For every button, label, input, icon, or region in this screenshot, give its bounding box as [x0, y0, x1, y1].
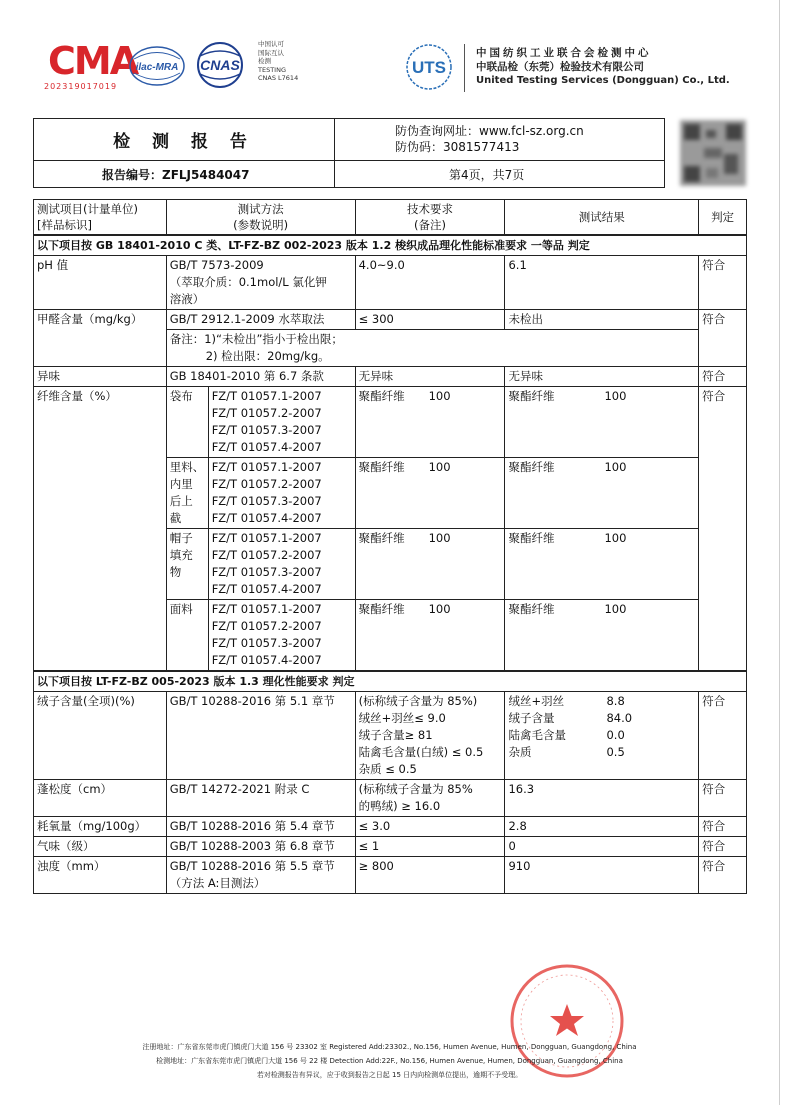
req-fiber: 聚酯纤维	[358, 531, 405, 545]
table-header-row	[34, 200, 747, 236]
req-line: (标称绒子含量为 85%)	[358, 694, 478, 708]
method-line: FZ/T 01057.4-2007	[211, 440, 322, 454]
report-title: 检 测 报 告	[34, 119, 335, 161]
header-item-sub: [样品标识]	[37, 218, 92, 232]
header-req	[355, 200, 505, 236]
smell-item: 气味（级）	[34, 837, 167, 857]
org-name-cn2: 中联品检（东莞）检验技术有限公司	[476, 61, 644, 73]
down-method: GB/T 10288-2016 第 5.1 章节	[166, 692, 355, 780]
result-key: 绒子含量	[508, 711, 555, 725]
method-line: FZ/T 01057.4-2007	[211, 511, 322, 525]
method-line: FZ/T 01057.3-2007	[211, 494, 322, 508]
note-line: 备注：1)“未检出”指小于检出限；	[169, 332, 343, 346]
uts-logo	[404, 42, 454, 94]
oxygen-method: GB/T 10288-2016 第 5.4 章节	[166, 817, 355, 837]
method-line: FZ/T 01057.4-2007	[211, 582, 322, 596]
org-name	[476, 46, 730, 88]
fiber-part-name	[166, 458, 208, 529]
smell-method: GB/T 10288-2003 第 6.8 章节	[166, 837, 355, 857]
cnas-text: CNAS	[200, 57, 240, 73]
result-pair	[508, 727, 695, 744]
fiber-part-name	[166, 529, 208, 600]
section-title: 以下项目按 LT-FZ-BZ 005-2023 版本 1.3 理化性能要求 判定	[34, 671, 747, 692]
method-line: GB/T 10288-2016 第 5.5 章节	[169, 859, 335, 873]
section-row	[34, 235, 747, 256]
table-row	[34, 387, 747, 458]
org-name-en: United Testing Services (Dongguan) Co., Ltd.	[476, 75, 730, 86]
formaldehyde-verdict: 符合	[699, 310, 747, 367]
method-line: FZ/T 01057.1-2007	[211, 460, 322, 474]
fiber-part-methods	[208, 529, 355, 600]
table-row	[34, 367, 747, 387]
header-result: 测试结果	[505, 200, 699, 236]
formaldehyde-req: ≤ 300	[355, 310, 505, 330]
method-line: FZ/T 01057.2-2007	[211, 406, 322, 420]
part-name-line: 物	[169, 565, 182, 579]
test-results-table	[33, 199, 747, 894]
odor-result: 无异味	[505, 367, 699, 387]
header-verdict: 判定	[699, 200, 747, 236]
req-line: 绒丝+羽丝≤ 9.0	[358, 711, 446, 725]
fillpower-item: 蓬松度（cm）	[34, 780, 167, 817]
down-item: 绒子含量(全项)(%)	[34, 692, 167, 780]
result-key: 绒丝+羽丝	[508, 694, 565, 708]
method-line: FZ/T 01057.1-2007	[211, 389, 322, 403]
fiber-part-methods	[208, 600, 355, 672]
req-pct: 100	[428, 531, 451, 545]
result-pair	[508, 710, 695, 727]
note-line: 2) 检出限：20mg/kg。	[205, 349, 330, 363]
org-name-cn1: 中国纺织工业联合会检测中心	[476, 47, 652, 59]
report-header-box	[33, 118, 665, 188]
result-value: 0.0	[606, 728, 625, 742]
fiber-part-methods	[208, 458, 355, 529]
fillpower-result: 16.3	[505, 780, 699, 817]
formaldehyde-note	[166, 330, 698, 367]
oxygen-req: ≤ 3.0	[355, 817, 505, 837]
cma-number: 202319017019	[44, 82, 118, 91]
ph-verdict: 符合	[699, 256, 747, 310]
req-fiber: 聚酯纤维	[358, 602, 405, 616]
header-method-label: 测试方法	[237, 202, 284, 216]
res-pct: 100	[604, 460, 627, 474]
fiber-part-req	[355, 529, 505, 600]
result-value: 8.8	[606, 694, 625, 708]
odor-verdict: 符合	[699, 367, 747, 387]
table-row	[34, 692, 747, 780]
header-method	[166, 200, 355, 236]
method-line: FZ/T 01057.3-2007	[211, 423, 322, 437]
fiber-part-methods	[208, 387, 355, 458]
fillpower-req	[355, 780, 505, 817]
fiber-part-req	[355, 600, 505, 672]
req-fiber: 聚酯纤维	[358, 460, 405, 474]
oxygen-result: 2.8	[505, 817, 699, 837]
down-results	[505, 692, 699, 780]
table-row	[34, 256, 747, 310]
ph-result: 6.1	[505, 256, 699, 310]
ph-req: 4.0~9.0	[355, 256, 505, 310]
part-name-line: 面料	[169, 602, 193, 616]
report-number	[34, 161, 335, 187]
method-line: FZ/T 01057.2-2007	[211, 477, 322, 491]
table-row	[34, 780, 747, 817]
table-row	[34, 857, 747, 894]
fiber-part-result	[505, 600, 699, 672]
method-line: FZ/T 01057.1-2007	[211, 531, 322, 545]
fiber-part-name	[166, 600, 208, 672]
header-req-sub: (备注)	[414, 218, 447, 232]
smell-verdict: 符合	[699, 837, 747, 857]
report-number-label: 报告编号：	[102, 168, 163, 182]
ph-method	[166, 256, 355, 310]
ilac-text: ilac-MRA	[135, 62, 179, 73]
uts-mark: UTS	[412, 58, 446, 77]
turbidity-req: ≥ 800	[355, 857, 505, 894]
req-line: 杂质 ≤ 0.5	[358, 762, 417, 776]
anti-fake-url: 防伪查询网址：www.fcl-sz.org.cn	[395, 124, 584, 138]
smell-req: ≤ 1	[355, 837, 505, 857]
footer-detection-address: 检测地址：广东省东莞市虎门镇虎门大道 156 号 22 楼 Detection Add:22F., No.156, Humen Avenue, Humen, Dongguan, Guangdong, China	[156, 1057, 623, 1065]
header-item	[34, 200, 167, 236]
oxygen-item: 耗氧量（mg/100g）	[34, 817, 167, 837]
result-pair	[508, 693, 695, 710]
turbidity-result: 910	[505, 857, 699, 894]
report-number-value: ZFLJ5484047	[162, 168, 250, 182]
anti-fake-code: 防伪码：3081577413	[395, 140, 520, 154]
ph-method-line: （萃取介质：0.1mol/L 氯化钾	[169, 275, 327, 289]
result-key: 杂质	[508, 745, 532, 759]
turbidity-item: 浊度（mm）	[34, 857, 167, 894]
formaldehyde-method: GB/T 2912.1-2009 水萃取法	[166, 310, 355, 330]
section-title: 以下项目按 GB 18401-2010 C 类、LT-FZ-BZ 002-2023 版本 1.2 梭织成品理化性能标准要求 一等品 判定	[34, 235, 747, 256]
anti-fake-info	[335, 119, 665, 161]
header-divider	[464, 44, 465, 92]
ph-method-line: GB/T 7573-2009	[169, 258, 264, 272]
fiber-part-req	[355, 387, 505, 458]
part-name-line: 里料、	[169, 460, 205, 474]
res-fiber: 聚酯纤维	[508, 531, 555, 545]
res-fiber: 聚酯纤维	[508, 602, 555, 616]
res-fiber: 聚酯纤维	[508, 389, 555, 403]
cnas-caption-line: 国际互认	[258, 48, 284, 57]
formaldehyde-item: 甲醛含量（mg/kg）	[34, 310, 167, 367]
cnas-caption-line: TESTING	[258, 65, 286, 74]
odor-item: 异味	[34, 367, 167, 387]
header-method-sub: (参数说明)	[233, 218, 289, 232]
req-pct: 100	[428, 460, 451, 474]
method-line: FZ/T 01057.2-2007	[211, 619, 322, 633]
smell-result: 0	[505, 837, 699, 857]
res-fiber: 聚酯纤维	[508, 460, 555, 474]
part-name-line: 截	[169, 511, 182, 525]
odor-req: 无异味	[355, 367, 505, 387]
cnas-logo	[188, 42, 252, 88]
cnas-caption-line: 中国认可	[258, 40, 284, 48]
req-line: 陆禽毛含量(白绒) ≤ 0.5	[358, 745, 484, 759]
result-value: 0.5	[606, 745, 625, 759]
cma-logo	[44, 39, 138, 91]
cnas-caption-line: 检测	[258, 57, 271, 65]
turbidity-method	[166, 857, 355, 894]
result-key: 陆禽毛含量	[508, 728, 566, 742]
method-line: FZ/T 01057.3-2007	[211, 636, 322, 650]
req-pct: 100	[428, 602, 451, 616]
part-name-line: 填充	[169, 548, 193, 562]
down-verdict: 符合	[699, 692, 747, 780]
part-name-line: 内里	[169, 477, 193, 491]
fillpower-verdict: 符合	[699, 780, 747, 817]
footer	[0, 1040, 779, 1082]
table-row	[34, 310, 747, 330]
fiber-verdict: 符合	[699, 387, 747, 672]
method-line: FZ/T 01057.2-2007	[211, 548, 322, 562]
req-pct: 100	[428, 389, 451, 403]
res-pct: 100	[604, 602, 627, 616]
fiber-part-result	[505, 529, 699, 600]
turbidity-verdict: 符合	[699, 857, 747, 894]
fiber-item: 纤维含量（%）	[34, 387, 167, 672]
method-line: （方法 A:目测法）	[169, 876, 266, 890]
result-pair	[508, 744, 695, 761]
fiber-part-req	[355, 458, 505, 529]
section-row	[34, 671, 747, 692]
table-row	[34, 837, 747, 857]
part-name-line: 后上	[169, 494, 193, 508]
down-req	[355, 692, 505, 780]
result-value: 84.0	[606, 711, 633, 725]
header-item-label: 测试项目(计量单位)	[37, 202, 138, 216]
res-pct: 100	[604, 531, 627, 545]
req-line: 绒子含量≥ 81	[358, 728, 433, 742]
ph-item: pH 值	[34, 256, 167, 310]
table-row	[34, 817, 747, 837]
formaldehyde-result: 未检出	[505, 310, 699, 330]
footer-notice: 若对检测报告有异议，应于收到报告之日起 15 日内向检测单位提出，逾期不予受理。	[256, 1071, 523, 1079]
oxygen-verdict: 符合	[699, 817, 747, 837]
cnas-caption-line: CNAS L7614	[258, 74, 299, 82]
res-pct: 100	[604, 389, 627, 403]
cma-mark-text: CMA	[48, 39, 138, 83]
page-info: 第4页，共7页	[449, 168, 525, 182]
req-line: (标称绒子含量为 85%	[358, 782, 473, 796]
header-req-label: 技术要求	[407, 202, 454, 216]
ilac-mra-logo	[128, 44, 186, 88]
footer-registered-address: 注册地址：广东省东莞市虎门镇虎门大道 156 号 23302 室 Registered Add:23302., No.156, Humen Avenue, Humen, Dongguan, Guangdong, China	[142, 1043, 637, 1051]
method-line: FZ/T 01057.3-2007	[211, 565, 322, 579]
fiber-part-name	[166, 387, 208, 458]
cnas-caption	[258, 40, 298, 83]
fillpower-method: GB/T 14272-2021 附录 C	[166, 780, 355, 817]
part-name-line: 帽子	[169, 531, 193, 545]
qr-code-image	[680, 120, 746, 186]
req-line: 的鸭绒) ≥ 16.0	[358, 799, 441, 813]
ph-method-line: 溶液）	[169, 292, 205, 306]
fiber-part-result	[505, 387, 699, 458]
req-fiber: 聚酯纤维	[358, 389, 405, 403]
part-name-line: 袋布	[169, 389, 193, 403]
method-line: FZ/T 01057.1-2007	[211, 602, 322, 616]
odor-method: GB 18401-2010 第 6.7 条款	[166, 367, 355, 387]
fiber-part-result	[505, 458, 699, 529]
method-line: FZ/T 01057.4-2007	[211, 653, 322, 667]
